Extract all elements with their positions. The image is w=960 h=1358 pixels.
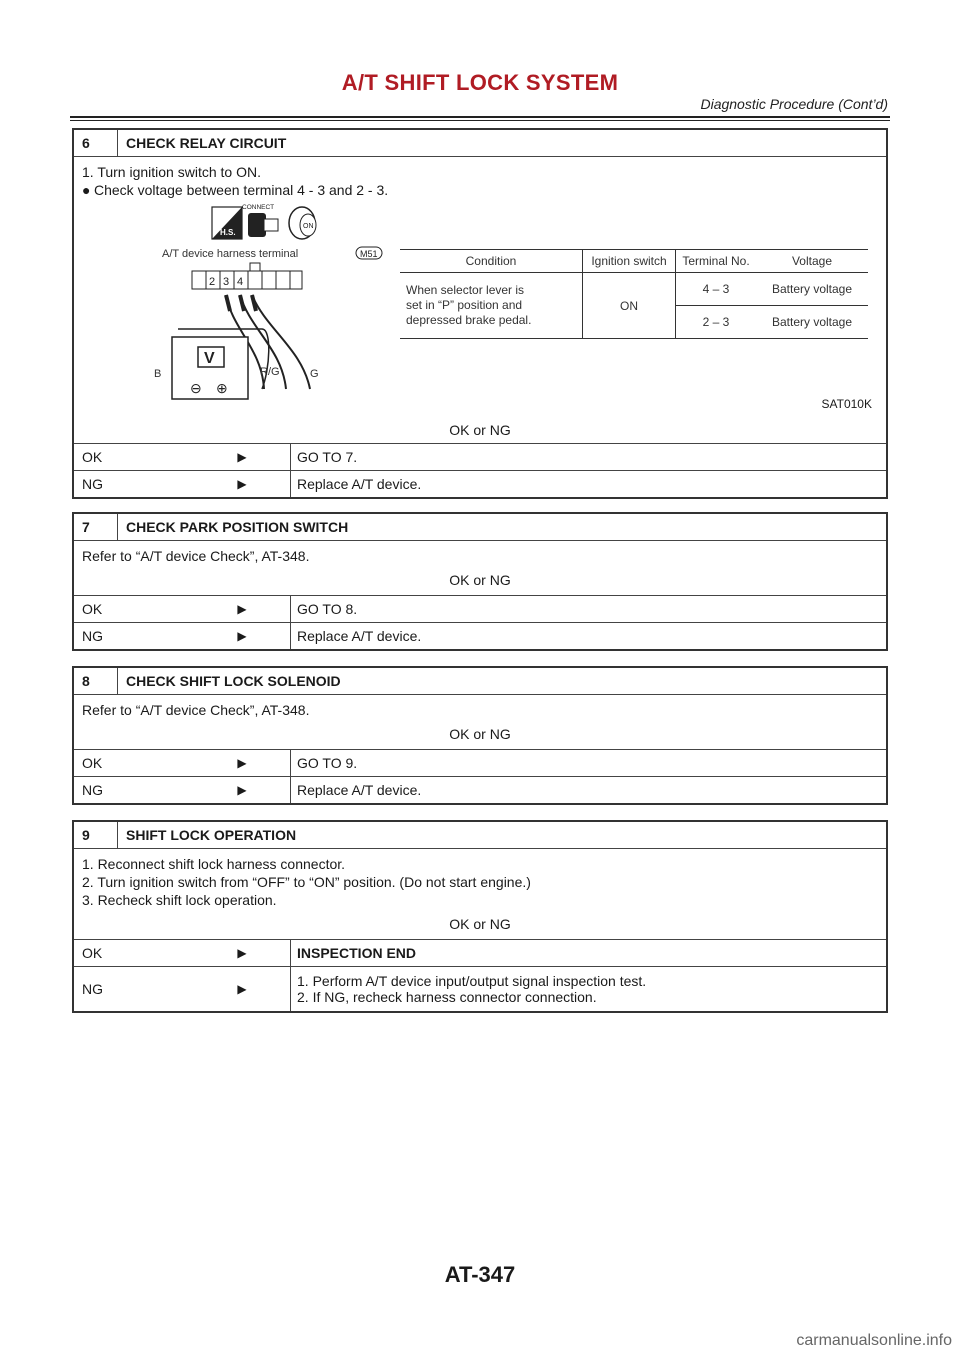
step-line: Refer to “A/T device Check”, AT-348. [82, 702, 310, 718]
result-action: Replace A/T device. [290, 471, 886, 497]
ignition-cell: ON [583, 273, 676, 339]
result-row-ng [74, 967, 886, 1011]
result-action-line: 2. If NG, recheck harness connector connection. [297, 989, 597, 1005]
result-label: NG [82, 476, 103, 492]
result-label: OK [82, 755, 103, 771]
step-title: CHECK PARK POSITION SWITCH [126, 519, 349, 535]
page-number: AT-347 [444, 1262, 516, 1287]
meter-label: V [204, 350, 215, 367]
step-line: 1. Turn ignition switch to ON. [82, 164, 261, 180]
result-label: NG [82, 981, 103, 997]
footer-watermark: carmanualsonline.info [796, 1332, 952, 1349]
wire-rg-label: R/G [260, 366, 280, 378]
step-line: 1. Reconnect shift lock harness connector. [82, 856, 346, 872]
result-label: NG [82, 782, 103, 798]
pin-2: 2 [209, 276, 216, 288]
voltmeter-icon [172, 337, 248, 399]
figure-code: SAT010K [821, 397, 872, 411]
step-8-box [72, 666, 888, 805]
result-action: GO TO 8. [290, 596, 886, 622]
condition-line: depressed brake pedal. [406, 313, 532, 327]
condition-cell [400, 273, 583, 339]
wire-g-label: G [310, 368, 319, 380]
minus-terminal: ⊖ [190, 380, 202, 396]
arrow-icon: ▶ [237, 602, 247, 616]
result-row-ng [74, 623, 886, 649]
hs-label: H.S. [220, 228, 236, 237]
on-label: ON [303, 223, 314, 230]
terminal-cell: 2 – 3 [676, 306, 757, 339]
connector-code: M51 [360, 249, 378, 259]
step-line: Check voltage between terminal 4 - 3 and 2 - 3. [94, 182, 389, 198]
step-line: 2. Turn ignition switch from “OFF” to “ON” position. (Do not start engine.) [82, 874, 531, 890]
result-action [290, 967, 886, 1011]
ignition-key-icon [289, 207, 316, 239]
arrow-icon: ▶ [237, 450, 247, 464]
ok-or-ng-label: OK or NG [449, 916, 511, 932]
step-number: 8 [74, 668, 118, 694]
step-9-box [72, 820, 888, 1013]
result-action: Replace A/T device. [290, 623, 886, 649]
result-row-ng [74, 471, 886, 497]
step-7-box [72, 512, 888, 651]
step-title: CHECK RELAY CIRCUIT [126, 135, 287, 151]
arrow-icon: ▶ [237, 756, 247, 770]
page-subtitle: Diagnostic Procedure (Cont’d) [700, 96, 888, 112]
step-number: 6 [74, 130, 118, 156]
header-rule-thin [70, 120, 890, 121]
result-row-ng [74, 777, 886, 803]
arrow-icon: ▶ [237, 982, 247, 996]
voltage-cell: Battery voltage [756, 273, 868, 306]
ok-or-ng-label: OK or NG [449, 422, 511, 438]
table-header-ignition: Ignition switch [583, 250, 676, 273]
ok-or-ng-label: OK or NG [449, 726, 511, 742]
pin-4: 4 [237, 276, 244, 288]
harness-label: A/T device harness terminal [162, 248, 299, 260]
result-label: OK [82, 449, 103, 465]
step-title: SHIFT LOCK OPERATION [126, 827, 297, 843]
terminal-cell: 4 – 3 [676, 273, 757, 306]
hs-icon [212, 207, 242, 239]
arrow-icon: ▶ [237, 477, 247, 491]
step-number: 9 [74, 822, 118, 848]
table-header-condition: Condition [400, 250, 583, 273]
result-label: OK [82, 945, 103, 961]
result-label: NG [82, 628, 103, 644]
connect-icon [242, 204, 278, 237]
step-line: 3. Recheck shift lock operation. [82, 892, 277, 908]
result-action: GO TO 9. [290, 750, 886, 776]
table-header-voltage: Voltage [756, 250, 868, 273]
result-row-ok [74, 940, 886, 967]
diagnostic-figure [82, 199, 878, 415]
result-action: GO TO 7. [290, 444, 886, 470]
step-line: Refer to “A/T device Check”, AT-348. [82, 548, 310, 564]
result-action: Replace A/T device. [290, 777, 886, 803]
condition-table [400, 249, 868, 339]
result-label: OK [82, 601, 103, 617]
plus-terminal: ⊕ [216, 380, 228, 396]
condition-line: When selector lever is [406, 283, 525, 297]
condition-line: set in “P” position and [406, 298, 523, 312]
arrow-icon: ▶ [237, 783, 247, 797]
pin-3: 3 [223, 276, 230, 288]
result-action-line: 1. Perform A/T device input/output signal inspection test. [297, 973, 647, 989]
connect-label: CONNECT [242, 204, 275, 211]
step-number: 7 [74, 514, 118, 540]
bullet-icon: ● [82, 182, 91, 198]
result-action: INSPECTION END [290, 940, 886, 966]
wire-b-label: B [154, 368, 162, 380]
page-title: A/T SHIFT LOCK SYSTEM [341, 70, 619, 95]
arrow-icon: ▶ [237, 629, 247, 643]
header-rule [70, 116, 890, 118]
result-row-ok [74, 750, 886, 777]
voltage-cell: Battery voltage [756, 306, 868, 339]
step-6-box [72, 128, 888, 499]
result-row-ok [74, 444, 886, 471]
arrow-icon: ▶ [237, 946, 247, 960]
table-header-terminal: Terminal No. [676, 250, 757, 273]
ok-or-ng-label: OK or NG [449, 572, 511, 588]
result-row-ok [74, 596, 886, 623]
step-title: CHECK SHIFT LOCK SOLENOID [126, 673, 341, 689]
